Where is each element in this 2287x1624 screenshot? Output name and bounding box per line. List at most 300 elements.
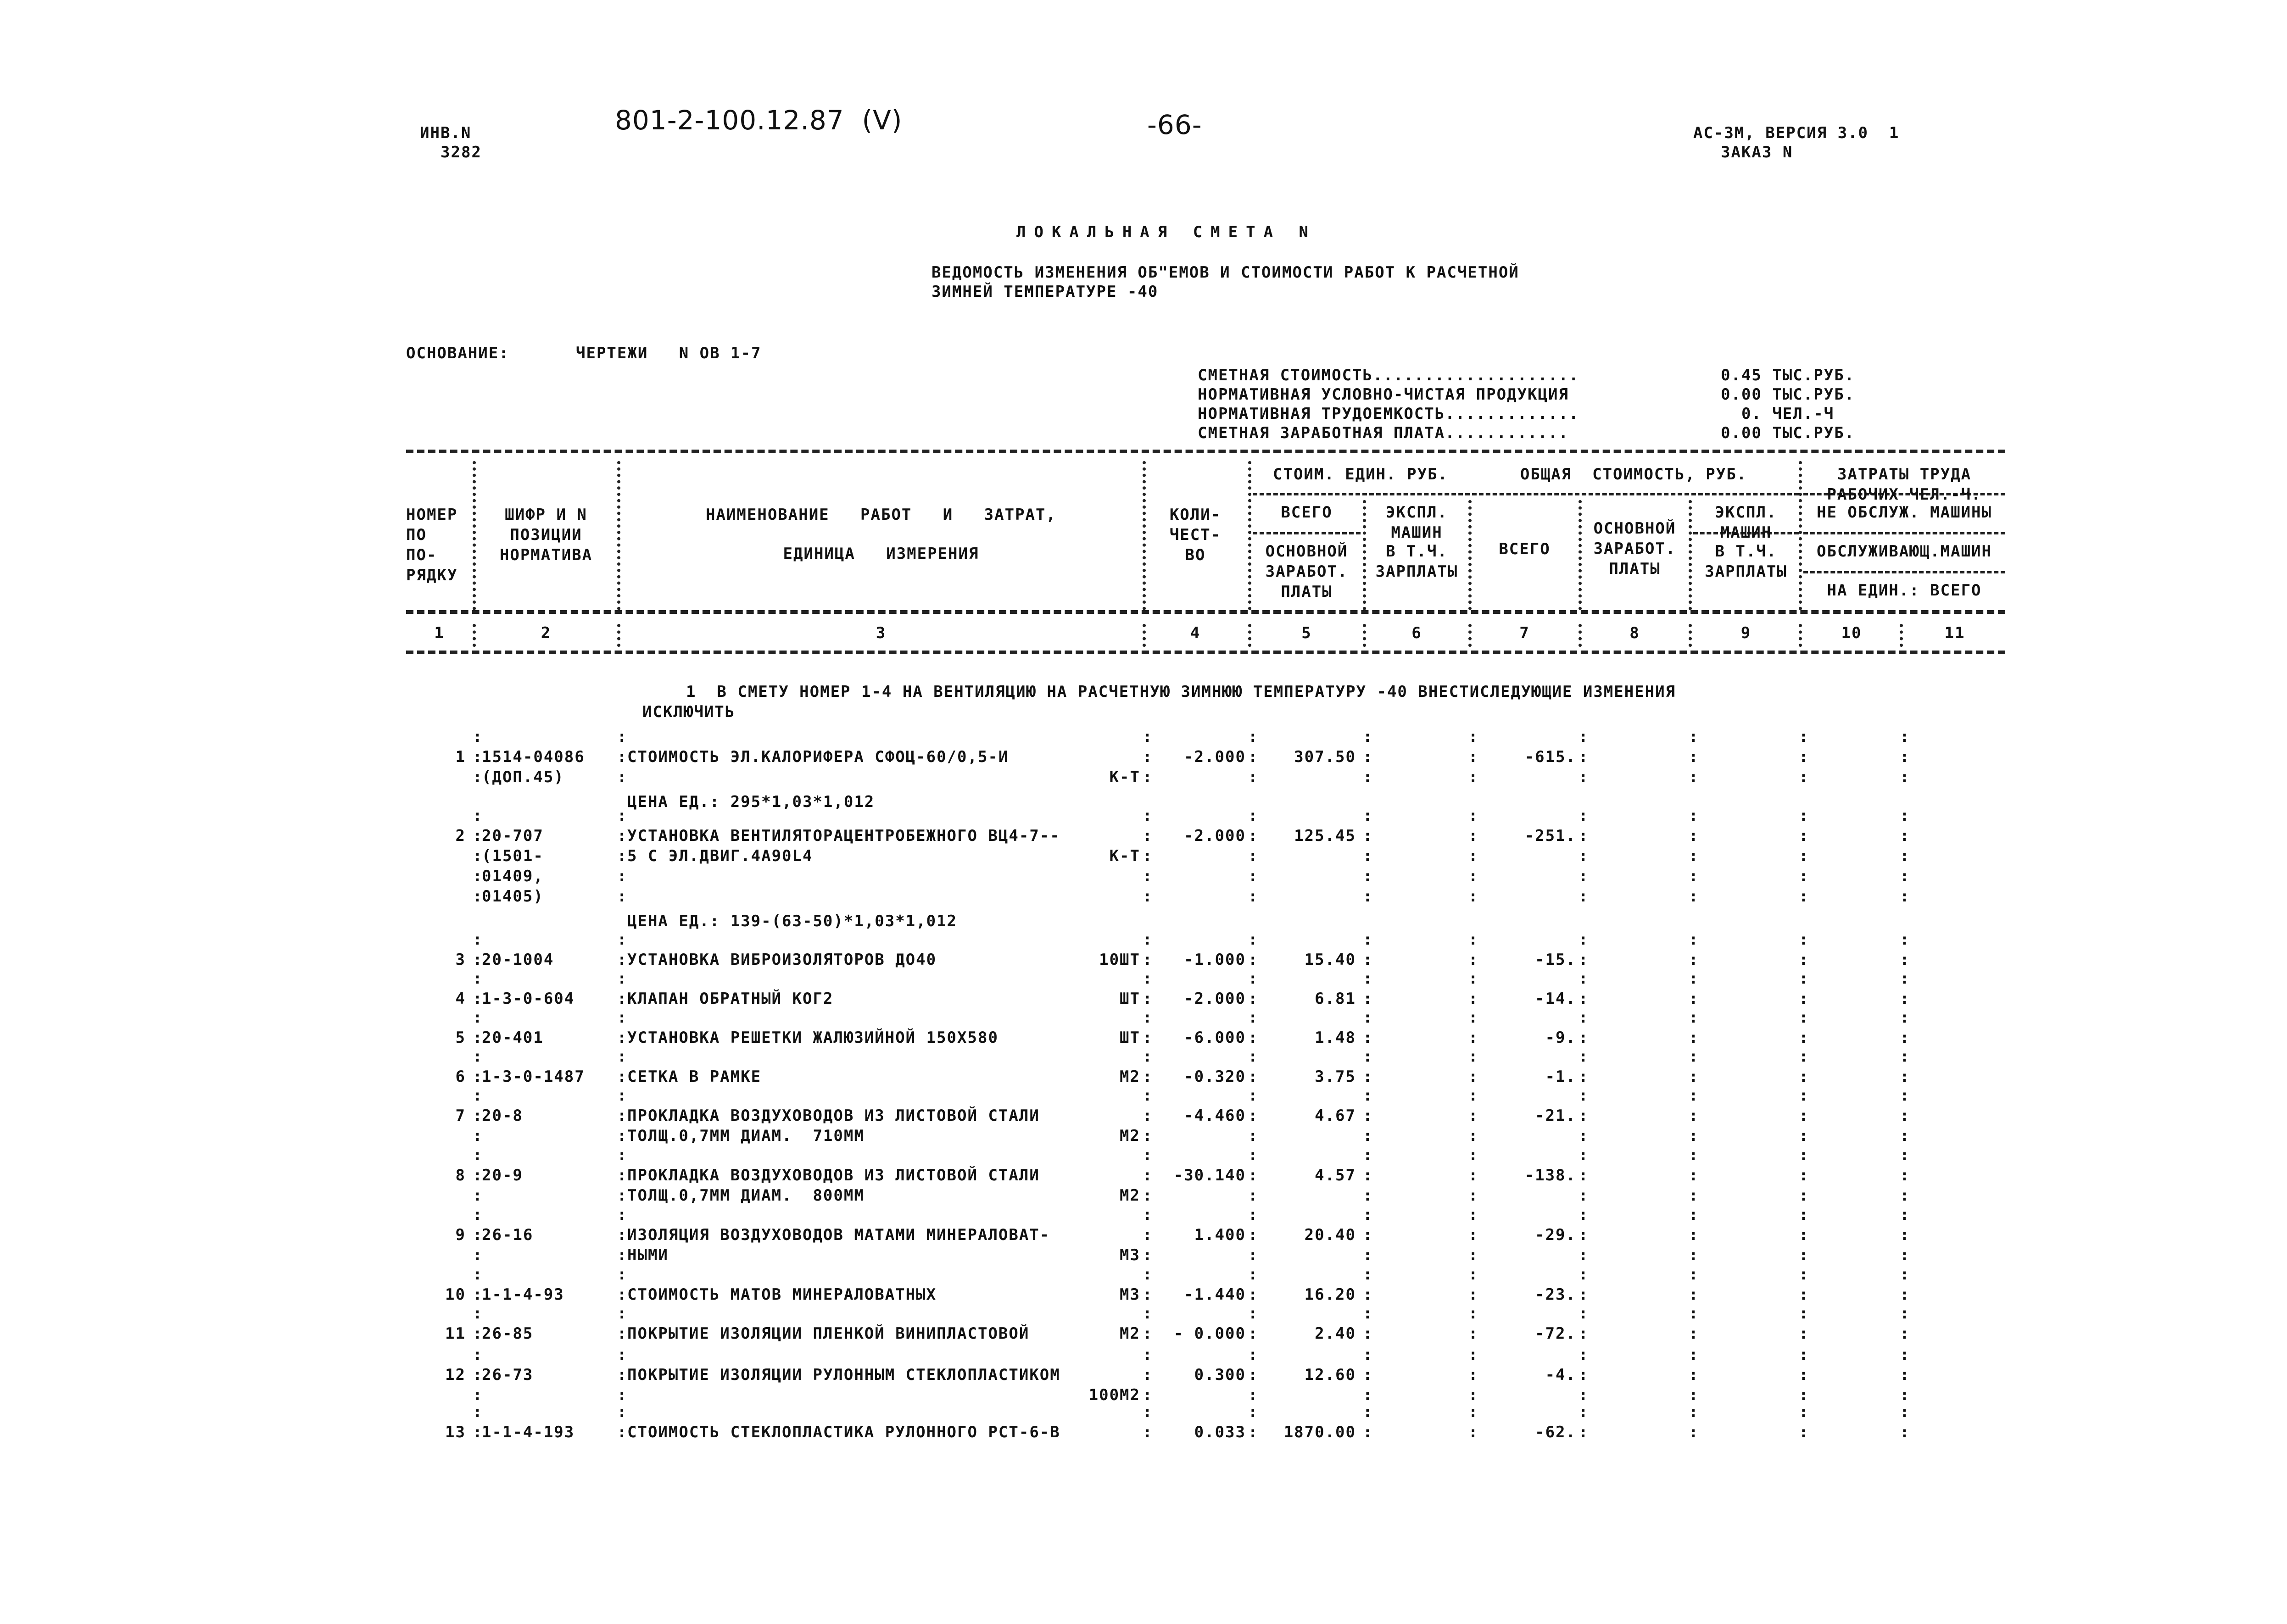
column-number: 5 xyxy=(1301,624,1312,642)
column-separator: : xyxy=(1579,1366,1588,1384)
column-separator: : xyxy=(1468,1265,1478,1284)
column-separator: : xyxy=(1689,1047,1698,1066)
column-separator: : xyxy=(1363,1423,1372,1441)
row-number: 10 xyxy=(445,1285,466,1304)
quantity: -1.000 xyxy=(1184,951,1246,969)
column-separator: : xyxy=(473,867,482,885)
column-separator: : xyxy=(1248,1107,1258,1125)
column-separator: : xyxy=(1468,827,1478,845)
basis-label: ОСНОВАНИЕ: xyxy=(406,344,509,362)
column-separator: : xyxy=(1363,887,1372,906)
column-separator: : xyxy=(1363,728,1372,746)
total-cost: -138. xyxy=(1524,1166,1576,1185)
column-separator: : xyxy=(1689,1127,1698,1145)
column-separator: : xyxy=(617,1304,627,1323)
column-separator: : xyxy=(1579,1423,1588,1441)
column-separator: : xyxy=(1248,768,1258,786)
row-number: 13 xyxy=(445,1423,466,1441)
column-separator: : xyxy=(1363,1403,1372,1421)
column-separator: : xyxy=(1799,1423,1808,1441)
header-separator xyxy=(1363,500,1366,610)
column-separator: : xyxy=(617,1127,627,1145)
column-separator: : xyxy=(1248,1008,1258,1027)
column-separator: : xyxy=(1799,806,1808,825)
column-separator: : xyxy=(473,1008,482,1027)
column-separator: : xyxy=(617,1047,627,1066)
column-separator: : xyxy=(1900,847,1909,865)
column-separator: : xyxy=(1248,1029,1258,1047)
column-separator: : xyxy=(1579,1206,1588,1224)
summary-label-production: НОРМАТИВНАЯ УСЛОВНО-ЧИСТАЯ ПРОДУКЦИЯ xyxy=(1198,385,1569,404)
table-row xyxy=(406,1345,2005,1405)
work-name: УСТАНОВКА ВИБРОИЗОЛЯТОРОВ ДО40 xyxy=(627,951,937,969)
column-separator: : xyxy=(1900,1107,1909,1125)
row-number: 8 xyxy=(455,1166,466,1185)
unit-price: 125.45 xyxy=(1294,827,1356,845)
row-number: 4 xyxy=(455,990,466,1008)
unit: К-Т xyxy=(1109,847,1140,865)
column-separator: : xyxy=(1143,1246,1152,1264)
column-separator: : xyxy=(1363,951,1372,969)
norm-code: 1-1-4-93 xyxy=(482,1285,564,1304)
column-separator: : xyxy=(1799,1386,1808,1404)
column-separator: : xyxy=(1363,1146,1372,1164)
inventory-label: ИНВ.N xyxy=(420,124,472,142)
column-separator: : xyxy=(1143,827,1152,845)
column-number: 11 xyxy=(1944,624,1965,642)
unit: М2 xyxy=(1120,1186,1140,1205)
header-separator xyxy=(1579,500,1582,610)
column-separator: : xyxy=(473,1166,482,1185)
column-separator: : xyxy=(1248,990,1258,1008)
column-separator: : xyxy=(1900,930,1909,949)
column-separator: : xyxy=(1689,1186,1698,1205)
column-separator: : xyxy=(1363,1127,1372,1145)
column-separator: : xyxy=(1248,951,1258,969)
column-separator: : xyxy=(1900,1047,1909,1066)
column-separator: : xyxy=(1799,1246,1808,1264)
col-header-c5-sub: ОСНОВНОЙ ЗАРАБОТ. ПЛАТЫ xyxy=(1265,542,1348,601)
unit: ШТ xyxy=(1120,1029,1140,1047)
norm-code: 01409, xyxy=(482,867,544,885)
unit: 100М2 xyxy=(1088,1386,1140,1404)
column-separator: : xyxy=(1248,847,1258,865)
column-separator: : xyxy=(1143,806,1152,825)
column-number: 6 xyxy=(1411,624,1422,642)
project-code-handwritten: 801-2-100.12.87 (V) xyxy=(615,105,903,136)
column-separator: : xyxy=(1579,1127,1588,1145)
header-subrule xyxy=(1253,493,1799,495)
total-cost: -29. xyxy=(1535,1226,1576,1244)
column-number: 8 xyxy=(1629,624,1640,642)
column-separator: : xyxy=(1799,990,1808,1008)
total-cost: -1. xyxy=(1545,1068,1576,1086)
row-number: 3 xyxy=(455,951,466,969)
column-separator: : xyxy=(1143,969,1152,988)
header-separator xyxy=(1363,624,1366,647)
column-separator: : xyxy=(617,1403,627,1421)
column-separator: : xyxy=(1468,1403,1478,1421)
column-separator: : xyxy=(1579,1324,1588,1343)
column-separator: : xyxy=(1143,1366,1152,1384)
column-separator: : xyxy=(617,1265,627,1284)
total-cost: -615. xyxy=(1524,748,1576,766)
column-number: 2 xyxy=(541,624,552,642)
column-separator: : xyxy=(1468,1029,1478,1047)
column-separator: : xyxy=(473,768,482,786)
work-name: СТОИМОСТЬ МАТОВ МИНЕРАЛОВАТНЫХ xyxy=(627,1285,937,1304)
column-separator: : xyxy=(617,1086,627,1105)
column-separator: : xyxy=(473,1346,482,1364)
column-separator: : xyxy=(1468,1386,1478,1404)
header-subrule xyxy=(1253,532,1361,534)
total-cost: -251. xyxy=(1524,827,1576,845)
column-separator: : xyxy=(1143,1206,1152,1224)
row-number: 5 xyxy=(455,1029,466,1047)
work-name: НЫМИ xyxy=(627,1246,669,1264)
norm-code: 26-85 xyxy=(482,1324,534,1343)
column-separator: : xyxy=(1689,1403,1698,1421)
unit: М2 xyxy=(1120,1324,1140,1343)
column-separator: : xyxy=(1143,1086,1152,1105)
column-separator: : xyxy=(1799,1008,1808,1027)
column-separator: : xyxy=(1799,1366,1808,1384)
col-header-total-cost: ОБЩАЯ СТОИМОСТЬ, РУБ. xyxy=(1520,465,1747,484)
column-separator: : xyxy=(1689,1029,1698,1047)
total-cost: -23. xyxy=(1535,1285,1576,1304)
quantity: -2.000 xyxy=(1184,827,1246,845)
col-header-code: ШИФР И N ПОЗИЦИИ НОРМАТИВА xyxy=(499,506,593,564)
column-separator: : xyxy=(1799,1226,1808,1244)
column-separator: : xyxy=(473,1047,482,1066)
header-separator xyxy=(1900,624,1903,647)
header-separator xyxy=(1468,500,1472,610)
column-separator: : xyxy=(1900,1206,1909,1224)
column-separator: : xyxy=(1579,1304,1588,1323)
column-separator: : xyxy=(1900,1029,1909,1047)
summary-label-wages: СМЕТНАЯ ЗАРАБОТНАЯ ПЛАТА............ xyxy=(1198,424,1569,442)
column-separator: : xyxy=(1900,1403,1909,1421)
quantity: 0.300 xyxy=(1194,1366,1246,1384)
column-separator: : xyxy=(1248,1324,1258,1343)
unit-price: 12.60 xyxy=(1304,1366,1356,1384)
column-separator: : xyxy=(1799,1285,1808,1304)
work-name: ТОЛЩ.0,7ММ ДИАМ. 800ММ xyxy=(627,1186,865,1205)
column-separator: : xyxy=(1579,969,1588,988)
column-separator: : xyxy=(1468,728,1478,746)
column-separator: : xyxy=(1468,1366,1478,1384)
work-name: СЕТКА В РАМКЕ xyxy=(627,1068,762,1086)
column-separator: : xyxy=(1468,847,1478,865)
row-number: 2 xyxy=(455,827,466,845)
column-separator: : xyxy=(1689,969,1698,988)
table-row xyxy=(406,1205,2005,1265)
column-separator: : xyxy=(1248,1423,1258,1441)
col-header-row-number: НОМЕР ПО ПО- РЯДКУ xyxy=(406,506,458,584)
column-separator: : xyxy=(1579,1068,1588,1086)
summary-value-production: 0.00 ТЫС.РУБ. xyxy=(1721,385,1855,404)
unit-price: 2.40 xyxy=(1315,1324,1356,1343)
column-separator: : xyxy=(1468,1127,1478,1145)
column-separator: : xyxy=(1143,1029,1152,1047)
column-separator: : xyxy=(1468,1346,1478,1364)
column-separator: : xyxy=(473,1086,482,1105)
col-header-c10: НЕ ОБСЛУЖ. МАШИНЫ xyxy=(1817,503,1992,522)
unit-price: 307.50 xyxy=(1294,748,1356,766)
table-row xyxy=(406,1046,2005,1087)
column-separator: : xyxy=(1579,1346,1588,1364)
norm-code: 1-3-0-1487 xyxy=(482,1068,585,1086)
column-separator: : xyxy=(1248,930,1258,949)
column-separator: : xyxy=(1799,1206,1808,1224)
unit-price: 15.40 xyxy=(1304,951,1356,969)
column-separator: : xyxy=(1799,1166,1808,1185)
column-separator: : xyxy=(1363,1304,1372,1323)
quantity: - 0.000 xyxy=(1173,1324,1246,1343)
work-name: СТОИМОСТЬ ЭЛ.КАЛОРИФЕРА СФОЦ-60/0,5-И xyxy=(627,748,1009,766)
column-separator: : xyxy=(1900,1285,1909,1304)
header-separator xyxy=(1579,624,1582,647)
column-separator: : xyxy=(1363,1285,1372,1304)
column-separator: : xyxy=(1900,806,1909,825)
col-header-c9: ЭКСПЛ. МАШИН xyxy=(1715,503,1777,542)
column-separator: : xyxy=(1579,1047,1588,1066)
column-separator: : xyxy=(1579,1403,1588,1421)
column-separator: : xyxy=(1579,748,1588,766)
column-separator: : xyxy=(1143,1226,1152,1244)
column-separator: : xyxy=(1579,827,1588,845)
column-separator: : xyxy=(1468,1226,1478,1244)
column-separator: : xyxy=(1248,1086,1258,1105)
col-header-quantity: КОЛИ- ЧЕСТ- ВО xyxy=(1169,506,1222,564)
column-separator: : xyxy=(1799,887,1808,906)
column-separator: : xyxy=(1689,1226,1698,1244)
program-version: АС-3М, ВЕРСИЯ 3.0 1 xyxy=(1693,124,1900,142)
column-separator: : xyxy=(1468,930,1478,949)
column-separator: : xyxy=(1363,1346,1372,1364)
column-separator: : xyxy=(1248,1304,1258,1323)
summary-value-cost: 0.45 ТЫС.РУБ. xyxy=(1721,366,1855,384)
order-label: ЗАКАЗ N xyxy=(1721,143,1793,161)
column-separator: : xyxy=(1143,951,1152,969)
column-number: 3 xyxy=(876,624,887,642)
column-separator: : xyxy=(1799,951,1808,969)
header-separator xyxy=(1248,624,1251,647)
row-number: 12 xyxy=(445,1366,466,1384)
quantity: 1.400 xyxy=(1194,1226,1246,1244)
unit-price: 1870.00 xyxy=(1283,1423,1356,1441)
column-separator: : xyxy=(1468,951,1478,969)
column-separator: : xyxy=(1579,1246,1588,1264)
column-separator: : xyxy=(473,1423,482,1441)
norm-code: 20-9 xyxy=(482,1166,523,1185)
column-separator: : xyxy=(617,1346,627,1364)
column-separator: : xyxy=(1689,728,1698,746)
column-separator: : xyxy=(1799,847,1808,865)
column-separator: : xyxy=(1579,728,1588,746)
unit-price: 3.75 xyxy=(1315,1068,1356,1086)
column-separator: : xyxy=(1689,1366,1698,1384)
column-separator: : xyxy=(1363,1265,1372,1284)
column-separator: : xyxy=(1689,1008,1698,1027)
column-separator: : xyxy=(1799,1068,1808,1086)
table-row xyxy=(406,1264,2005,1305)
column-separator: : xyxy=(617,951,627,969)
column-separator: : xyxy=(1363,847,1372,865)
unit: М3 xyxy=(1120,1246,1140,1264)
column-separator: : xyxy=(1900,1166,1909,1185)
column-separator: : xyxy=(1579,1386,1588,1404)
column-separator: : xyxy=(617,930,627,949)
column-separator: : xyxy=(1799,930,1808,949)
total-cost: -9. xyxy=(1545,1029,1576,1047)
column-separator: : xyxy=(1363,1166,1372,1185)
column-separator: : xyxy=(1143,1047,1152,1066)
column-separator: : xyxy=(473,1265,482,1284)
column-separator: : xyxy=(617,827,627,845)
column-separator: : xyxy=(1900,1246,1909,1264)
column-separator: : xyxy=(1689,1068,1698,1086)
column-separator: : xyxy=(1468,1324,1478,1343)
column-separator: : xyxy=(1689,867,1698,885)
column-separator: : xyxy=(1900,1226,1909,1244)
table-row xyxy=(406,727,2005,787)
column-separator: : xyxy=(473,1324,482,1343)
total-cost: -15. xyxy=(1535,951,1576,969)
column-separator: : xyxy=(1468,867,1478,885)
column-separator: : xyxy=(473,748,482,766)
header-subrule xyxy=(1803,532,2005,534)
column-separator: : xyxy=(1143,930,1152,949)
column-separator: : xyxy=(1900,1265,1909,1284)
column-separator: : xyxy=(1248,827,1258,845)
column-separator: : xyxy=(1248,1206,1258,1224)
column-separator: : xyxy=(1143,847,1152,865)
column-separator: : xyxy=(1799,1403,1808,1421)
column-separator: : xyxy=(1248,1146,1258,1164)
column-separator: : xyxy=(617,728,627,746)
header-separator xyxy=(473,461,476,610)
column-separator: : xyxy=(1363,1366,1372,1384)
column-separator: : xyxy=(1143,748,1152,766)
column-separator: : xyxy=(617,1246,627,1264)
column-separator: : xyxy=(473,990,482,1008)
column-separator: : xyxy=(473,1246,482,1264)
header-separator xyxy=(1799,624,1802,647)
unit: М2 xyxy=(1120,1068,1140,1086)
column-separator: : xyxy=(1579,1008,1588,1027)
column-separator: : xyxy=(1468,969,1478,988)
column-separator: : xyxy=(1363,1324,1372,1343)
column-separator: : xyxy=(1799,1265,1808,1284)
column-separator: : xyxy=(1799,1324,1808,1343)
column-separator: : xyxy=(1689,1285,1698,1304)
column-separator: : xyxy=(1248,1285,1258,1304)
column-separator: : xyxy=(1689,1346,1698,1364)
col-header-unit: ЕДИНИЦА ИЗМЕРЕНИЯ xyxy=(783,545,979,563)
column-separator: : xyxy=(1248,867,1258,885)
column-separator: : xyxy=(1579,887,1588,906)
column-separator: : xyxy=(1363,1086,1372,1105)
column-separator: : xyxy=(1900,728,1909,746)
work-name: ТОЛЩ.0,7ММ ДИАМ. 710ММ xyxy=(627,1127,865,1145)
table-row xyxy=(406,1402,2005,1442)
work-name: СТОИМОСТЬ СТЕКЛОПЛАСТИКА РУЛОННОГО РСТ-6-В xyxy=(627,1423,1060,1441)
unit-price: 20.40 xyxy=(1304,1226,1356,1244)
document-subtitle-line-2: ЗИМНЕЙ ТЕМПЕРАТУРЕ -40 xyxy=(932,283,1159,301)
column-separator: : xyxy=(1468,806,1478,825)
table-row xyxy=(406,806,2005,907)
column-separator: : xyxy=(1799,867,1808,885)
column-separator: : xyxy=(1799,1086,1808,1105)
column-separator: : xyxy=(473,1403,482,1421)
column-separator: : xyxy=(1248,1127,1258,1145)
column-separator: : xyxy=(1689,1086,1698,1105)
column-separator: : xyxy=(1689,1146,1698,1164)
row-number: 9 xyxy=(455,1226,466,1244)
norm-code: 1-1-4-193 xyxy=(482,1423,575,1441)
column-separator: : xyxy=(1143,1324,1152,1343)
column-separator: : xyxy=(1900,1346,1909,1364)
column-separator: : xyxy=(1579,1226,1588,1244)
column-separator: : xyxy=(1468,1285,1478,1304)
column-separator: : xyxy=(473,847,482,865)
column-separator: : xyxy=(1143,1386,1152,1404)
header-separator xyxy=(1799,461,1802,610)
column-separator: : xyxy=(1143,1304,1152,1323)
column-separator: : xyxy=(1468,1206,1478,1224)
column-separator: : xyxy=(617,1366,627,1384)
total-cost: -4. xyxy=(1545,1366,1576,1384)
column-separator: : xyxy=(473,806,482,825)
column-separator: : xyxy=(1143,1285,1152,1304)
total-cost: -72. xyxy=(1535,1324,1576,1343)
column-separator: : xyxy=(1248,969,1258,988)
unit: 10ШТ xyxy=(1099,951,1140,969)
column-separator: : xyxy=(617,1226,627,1244)
column-separator: : xyxy=(1900,1423,1909,1441)
inventory-number: 3282 xyxy=(441,143,482,161)
column-separator: : xyxy=(473,969,482,988)
col-header-name: НАИМЕНОВАНИЕ РАБОТ И ЗАТРАТ, xyxy=(706,506,1056,524)
column-separator: : xyxy=(1799,969,1808,988)
column-separator: : xyxy=(1468,1086,1478,1105)
col-header-c6-sub: В Т.Ч. ЗАРПЛАТЫ xyxy=(1375,542,1458,581)
column-separator: : xyxy=(1900,990,1909,1008)
column-separator: : xyxy=(1900,1366,1909,1384)
column-separator: : xyxy=(1689,1166,1698,1185)
column-separator: : xyxy=(1579,1107,1588,1125)
column-separator: : xyxy=(617,748,627,766)
quantity: 0.033 xyxy=(1194,1423,1246,1441)
column-separator: : xyxy=(1579,951,1588,969)
column-separator: : xyxy=(1579,768,1588,786)
column-separator: : xyxy=(1363,1047,1372,1066)
column-separator: : xyxy=(1799,1146,1808,1164)
column-separator: : xyxy=(617,768,627,786)
column-separator: : xyxy=(1900,1386,1909,1404)
col-header-c9-sub: В Т.Ч. ЗАРПЛАТЫ xyxy=(1705,542,1787,581)
header-separator xyxy=(473,624,476,647)
column-separator: : xyxy=(1363,748,1372,766)
total-cost: -62. xyxy=(1535,1423,1576,1441)
column-separator: : xyxy=(1799,1186,1808,1205)
column-separator: : xyxy=(1248,748,1258,766)
norm-code: 20-707 xyxy=(482,827,544,845)
work-name: ПРОКЛАДКА ВОЗДУХОВОДОВ ИЗ ЛИСТОВОЙ СТАЛИ xyxy=(627,1166,1040,1185)
norm-code: 20-1004 xyxy=(482,951,554,969)
column-separator: : xyxy=(1900,867,1909,885)
